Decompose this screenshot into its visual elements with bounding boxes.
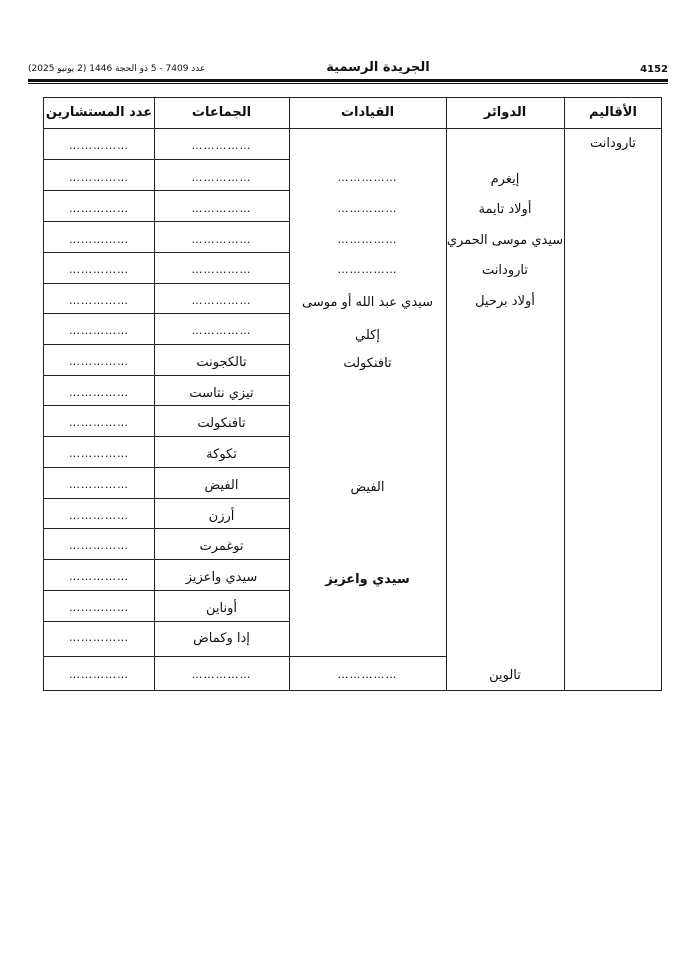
caidat-name: الفيض bbox=[350, 480, 385, 495]
commune-name: تالكجونت bbox=[196, 355, 247, 370]
row-divider bbox=[44, 590, 289, 591]
caidat-name: سيدي عبد الله أو موسى bbox=[302, 295, 433, 310]
circle-name: تالوين bbox=[489, 668, 521, 683]
row-divider bbox=[44, 621, 289, 622]
column-divider bbox=[289, 98, 290, 690]
commune-name: توغمرت bbox=[199, 539, 244, 554]
row-divider bbox=[289, 656, 446, 657]
row-divider bbox=[44, 190, 289, 191]
councillors-placeholder: …………… bbox=[69, 139, 129, 152]
councillors-placeholder: …………… bbox=[69, 539, 129, 552]
journal-title: الجريدة الرسمية bbox=[326, 60, 430, 75]
caidat-placeholder: …………… bbox=[337, 263, 398, 276]
councillors-placeholder: …………… bbox=[69, 263, 129, 276]
header-councillors: عدد المستشارين bbox=[45, 105, 153, 120]
districts-table bbox=[43, 97, 662, 691]
row-divider bbox=[44, 313, 289, 314]
column-divider bbox=[564, 98, 565, 690]
header-caidats: القيادات bbox=[340, 105, 395, 120]
circle-name: سيدي موسى الحمري bbox=[446, 233, 564, 248]
commune-placeholder: …………… bbox=[191, 324, 252, 337]
caidat-name: تافنكولت bbox=[343, 356, 392, 371]
row-divider bbox=[44, 498, 289, 499]
header-circles: الدوائر bbox=[483, 105, 527, 120]
councillors-placeholder: …………… bbox=[69, 447, 129, 460]
commune-name: تكوكة bbox=[206, 447, 237, 462]
header-rule bbox=[28, 79, 668, 82]
circle-name: أولاد برحيل bbox=[475, 294, 535, 309]
province-name: تارودانت bbox=[590, 136, 636, 151]
row-divider bbox=[44, 283, 289, 284]
commune-placeholder: …………… bbox=[191, 263, 252, 276]
commune-placeholder: …………… bbox=[191, 294, 252, 307]
header-provinces: الأقاليم bbox=[589, 105, 637, 120]
row-divider bbox=[44, 559, 289, 560]
circle-name: أولاد تايمة bbox=[478, 202, 532, 217]
commune-name: الفيض bbox=[204, 478, 239, 493]
row-divider bbox=[44, 405, 289, 406]
commune-name: أرزن bbox=[208, 509, 235, 524]
commune-name: سيدي واعزيز bbox=[185, 570, 258, 585]
header-communes: الجماعات bbox=[191, 105, 252, 120]
circle-name: إيغرم bbox=[490, 172, 520, 187]
caidat-name: سيدي واعزيز bbox=[325, 572, 410, 587]
commune-name: تافنكولت bbox=[197, 416, 246, 431]
caidat-placeholder: …………… bbox=[337, 202, 398, 215]
caidat-name: إكلي bbox=[355, 328, 380, 343]
councillors-placeholder: …………… bbox=[69, 294, 129, 307]
councillors-placeholder: …………… bbox=[69, 631, 129, 644]
councillors-placeholder: …………… bbox=[69, 416, 129, 429]
circle-name: تارودانت bbox=[482, 263, 528, 278]
issue-info: عدد 7409 - 5 ذو الحجة 1446 (2 يونيو 2025) bbox=[28, 64, 206, 74]
councillors-placeholder: …………… bbox=[69, 324, 129, 337]
row-divider bbox=[44, 159, 289, 160]
councillors-placeholder: …………… bbox=[69, 386, 129, 399]
row-divider bbox=[44, 221, 289, 222]
header-divider bbox=[44, 128, 661, 129]
commune-placeholder: …………… bbox=[191, 668, 252, 681]
commune-placeholder: …………… bbox=[191, 202, 252, 215]
caidat-placeholder: …………… bbox=[337, 171, 398, 184]
councillors-placeholder: …………… bbox=[69, 601, 129, 614]
page-number: 4152 bbox=[640, 64, 668, 75]
row-divider bbox=[44, 344, 289, 345]
row-divider bbox=[44, 436, 289, 437]
commune-name: إدا وكماض bbox=[193, 631, 250, 646]
councillors-placeholder: …………… bbox=[69, 668, 129, 681]
councillors-placeholder: …………… bbox=[69, 202, 129, 215]
councillors-placeholder: …………… bbox=[69, 478, 129, 491]
caidat-placeholder: …………… bbox=[337, 233, 398, 246]
commune-placeholder: …………… bbox=[191, 233, 252, 246]
caidat-placeholder: …………… bbox=[337, 668, 398, 681]
row-divider bbox=[44, 467, 289, 468]
councillors-placeholder: …………… bbox=[69, 570, 129, 583]
commune-name: أوناين bbox=[206, 601, 237, 616]
row-divider bbox=[44, 375, 289, 376]
councillors-placeholder: …………… bbox=[69, 355, 129, 368]
councillors-placeholder: …………… bbox=[69, 171, 129, 184]
commune-placeholder: …………… bbox=[191, 139, 252, 152]
councillors-placeholder: …………… bbox=[69, 509, 129, 522]
row-divider bbox=[44, 656, 289, 657]
councillors-placeholder: …………… bbox=[69, 233, 129, 246]
row-divider bbox=[44, 528, 289, 529]
header-rule-thin bbox=[28, 83, 668, 84]
commune-placeholder: …………… bbox=[191, 171, 252, 184]
commune-name: تيزي نتاست bbox=[189, 386, 254, 401]
page-header bbox=[28, 60, 668, 80]
row-divider bbox=[44, 252, 289, 253]
